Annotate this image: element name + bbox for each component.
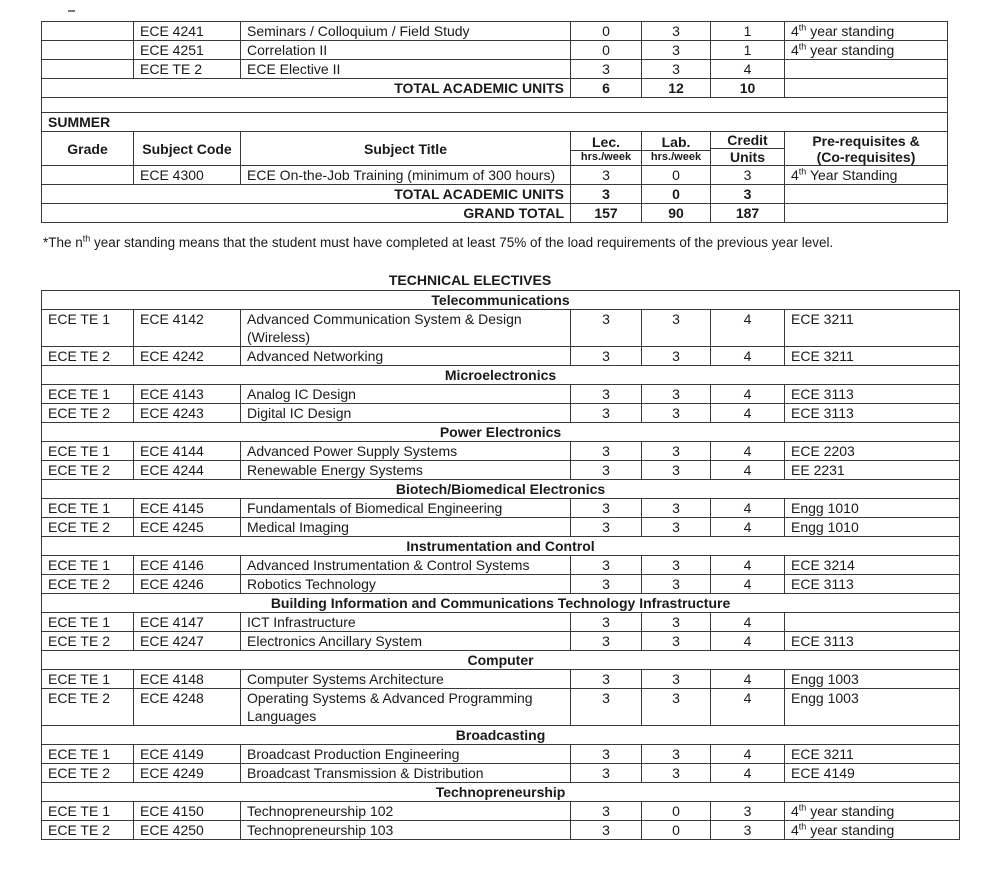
lec-hours: 3 <box>571 821 642 840</box>
credit-units: 3 <box>711 802 785 821</box>
table-row <box>42 347 960 366</box>
lec-hours: 3 <box>571 166 642 185</box>
lab-hours: 3 <box>642 404 711 423</box>
lab-hours: 3 <box>642 518 711 537</box>
table-row <box>42 764 960 783</box>
category-name: Broadcasting <box>42 726 960 745</box>
header-subject-title: Subject Title <box>241 132 571 166</box>
footnote: *The $n^{th}$ year standing means that the student must have completed at least 75% of the load requirements of the previous year level. <box>43 233 834 250</box>
grand-total-lec: 157 <box>571 204 642 223</box>
table-row <box>42 60 948 79</box>
lab-hours: 3 <box>642 556 711 575</box>
subject-code: ECE 4145 <box>134 499 241 518</box>
header-lec: Lec. hrs./week <box>571 132 642 166</box>
category-name: Biotech/Biomedical Electronics <box>42 480 960 499</box>
subject-title: Advanced Power Supply Systems <box>241 442 571 461</box>
category-row <box>42 594 960 613</box>
grand-total-units: 187 <box>711 204 785 223</box>
category-name: Microelectronics <box>42 366 960 385</box>
prerequisite: ECE 3211 <box>785 310 960 347</box>
category-name: Telecommunications <box>42 291 960 310</box>
lab-hours: 3 <box>642 442 711 461</box>
elective-slot: ECE TE 2 <box>42 632 134 651</box>
lab-hours: 3 <box>642 613 711 632</box>
lab-hours: 0 <box>642 166 711 185</box>
subject-code: ECE 4246 <box>134 575 241 594</box>
lab-hours: 0 <box>642 802 711 821</box>
subject-code: ECE 4251 <box>134 41 241 60</box>
elective-slot: ECE TE 2 <box>42 821 134 840</box>
elective-slot: ECE TE 2 <box>42 764 134 783</box>
lec-hours: 3 <box>571 802 642 821</box>
prerequisite: 4th year standing <box>785 22 948 41</box>
credit-units: 4 <box>711 499 785 518</box>
lab-hours: 3 <box>642 745 711 764</box>
table-row <box>42 166 948 185</box>
category-name: Computer <box>42 651 960 670</box>
total-label: TOTAL ACADEMIC UNITS <box>42 185 571 204</box>
subject-code: ECE 4241 <box>134 22 241 41</box>
subject-code: ECE 4247 <box>134 632 241 651</box>
grand-total-lab: 90 <box>642 204 711 223</box>
lab-hours: 3 <box>642 41 711 60</box>
lec-hours: 3 <box>571 499 642 518</box>
lec-hours: 0 <box>571 22 642 41</box>
credit-units: 4 <box>711 310 785 347</box>
credit-units: 1 <box>711 41 785 60</box>
prerequisite: ECE 3214 <box>785 556 960 575</box>
prerequisite: ECE 3113 <box>785 404 960 423</box>
lab-hours: 3 <box>642 670 711 689</box>
subject-title: Electronics Ancillary System <box>241 632 571 651</box>
header-row <box>42 132 948 166</box>
lec-hours: 3 <box>571 60 642 79</box>
lab-hours: 3 <box>642 632 711 651</box>
subject-code: ECE TE 2 <box>134 60 241 79</box>
credit-units: 4 <box>711 745 785 764</box>
elective-slot: ECE TE 1 <box>42 310 134 347</box>
credit-units: 3 <box>711 166 785 185</box>
credit-units: 4 <box>711 518 785 537</box>
subject-code: ECE 4300 <box>134 166 241 185</box>
lab-hours: 3 <box>642 499 711 518</box>
elective-slot: ECE TE 2 <box>42 347 134 366</box>
lec-hours: 3 <box>571 347 642 366</box>
lec-hours: 3 <box>571 632 642 651</box>
lab-hours: 3 <box>642 461 711 480</box>
lec-hours: 3 <box>571 745 642 764</box>
subject-code: ECE 4146 <box>134 556 241 575</box>
lab-hours: 3 <box>642 385 711 404</box>
subject-title: Medical Imaging <box>241 518 571 537</box>
total-lec: 3 <box>571 185 642 204</box>
category-row <box>42 783 960 802</box>
elective-slot: ECE TE 2 <box>42 404 134 423</box>
technical-electives-table <box>41 290 960 840</box>
table-row <box>42 404 960 423</box>
subject-code: ECE 4243 <box>134 404 241 423</box>
prerequisite <box>785 613 960 632</box>
table-row <box>42 461 960 480</box>
subject-title: Digital IC Design <box>241 404 571 423</box>
table-row <box>42 670 960 689</box>
technical-electives-body <box>42 291 960 840</box>
grand-total-row <box>42 204 948 223</box>
elective-slot: ECE TE 2 <box>42 575 134 594</box>
elective-slot: ECE TE 1 <box>42 442 134 461</box>
credit-units: 4 <box>711 670 785 689</box>
elective-slot: ECE TE 1 <box>42 745 134 764</box>
category-row <box>42 423 960 442</box>
total-lec: 6 <box>571 79 642 98</box>
subject-title: Technopreneurship 102 <box>241 802 571 821</box>
total-units: 3 <box>711 185 785 204</box>
table-row <box>42 575 960 594</box>
lec-hours: 3 <box>571 689 642 726</box>
total-label: TOTAL ACADEMIC UNITS <box>42 79 571 98</box>
curriculum-table <box>41 21 948 223</box>
category-row <box>42 726 960 745</box>
total-units: 10 <box>711 79 785 98</box>
subject-title: Correlation II <box>241 41 571 60</box>
lec-hours: 3 <box>571 670 642 689</box>
lab-hours: 3 <box>642 310 711 347</box>
category-row <box>42 480 960 499</box>
summer-heading: SUMMER <box>42 113 948 132</box>
subject-title: Broadcast Production Engineering <box>241 745 571 764</box>
subject-title: Advanced Networking <box>241 347 571 366</box>
lec-hours: 3 <box>571 556 642 575</box>
category-name: Instrumentation and Control <box>42 537 960 556</box>
total-row <box>42 185 948 204</box>
subject-title: Computer Systems Architecture <box>241 670 571 689</box>
lec-hours: 3 <box>571 310 642 347</box>
credit-units: 4 <box>711 461 785 480</box>
lab-hours: 3 <box>642 764 711 783</box>
lab-hours: 3 <box>642 60 711 79</box>
summer-heading-row <box>42 113 948 132</box>
subject-title: Operating Systems & Advanced Programming Languages <box>241 689 571 726</box>
category-name: Technopreneurship <box>42 783 960 802</box>
category-row <box>42 291 960 310</box>
prerequisite: Engg 1010 <box>785 499 960 518</box>
table-row <box>42 41 948 60</box>
elective-slot: ECE TE 1 <box>42 556 134 575</box>
lec-hours: 3 <box>571 461 642 480</box>
header-subject-code: Subject Code <box>134 132 241 166</box>
lec-hours: 0 <box>571 41 642 60</box>
table-row <box>42 689 960 726</box>
header-lab: Lab. hrs./week <box>642 132 711 166</box>
credit-units: 4 <box>711 556 785 575</box>
credit-units: 4 <box>711 632 785 651</box>
category-row <box>42 651 960 670</box>
table-row <box>42 518 960 537</box>
category-row <box>42 366 960 385</box>
subject-code: ECE 4148 <box>134 670 241 689</box>
prerequisite: 4th year standing <box>785 821 960 840</box>
subject-code: ECE 4150 <box>134 802 241 821</box>
table-row <box>42 632 960 651</box>
prerequisite: ECE 2203 <box>785 442 960 461</box>
prerequisite: ECE 3113 <box>785 575 960 594</box>
total-lab: 12 <box>642 79 711 98</box>
subject-title: ICT Infrastructure <box>241 613 571 632</box>
table-row <box>42 310 960 347</box>
credit-units: 4 <box>711 442 785 461</box>
credit-units: 4 <box>711 575 785 594</box>
subject-code: ECE 4249 <box>134 764 241 783</box>
elective-slot: ECE TE 2 <box>42 689 134 726</box>
elective-slot: ECE TE 1 <box>42 802 134 821</box>
prerequisite: ECE 3113 <box>785 632 960 651</box>
category-name: Building Information and Communications Technology Infrastructure <box>42 594 960 613</box>
subject-code: ECE 4144 <box>134 442 241 461</box>
prerequisite: Engg 1003 <box>785 689 960 726</box>
technical-electives-title: TECHNICAL ELECTIVES <box>388 272 552 288</box>
lec-hours: 3 <box>571 385 642 404</box>
subject-code: ECE 4244 <box>134 461 241 480</box>
table-row <box>42 499 960 518</box>
header-prerequisites: Pre-requisites & (Co-requisites) <box>785 132 948 166</box>
prerequisite: ECE 3113 <box>785 385 960 404</box>
subject-code: ECE 4143 <box>134 385 241 404</box>
subject-code: ECE 4242 <box>134 347 241 366</box>
lec-hours: 3 <box>571 404 642 423</box>
elective-slot: ECE TE 2 <box>42 518 134 537</box>
elective-slot: ECE TE 1 <box>42 499 134 518</box>
total-lab: 0 <box>642 185 711 204</box>
table-row <box>42 385 960 404</box>
prerequisite: ECE 3211 <box>785 745 960 764</box>
grand-total-label: GRAND TOTAL <box>42 204 571 223</box>
credit-units: 4 <box>711 60 785 79</box>
table-row <box>42 442 960 461</box>
credit-units: 4 <box>711 404 785 423</box>
subject-title: Advanced Communication System & Design (Wireless) <box>241 310 571 347</box>
subject-title: Advanced Instrumentation & Control Systems <box>241 556 571 575</box>
subject-title: Seminars / Colloquium / Field Study <box>241 22 571 41</box>
elective-slot: ECE TE 2 <box>42 461 134 480</box>
elective-slot: ECE TE 1 <box>42 613 134 632</box>
credit-units: 4 <box>711 764 785 783</box>
subject-code: ECE 4248 <box>134 689 241 726</box>
subject-code: ECE 4245 <box>134 518 241 537</box>
subject-title: Analog IC Design <box>241 385 571 404</box>
credit-units: 1 <box>711 22 785 41</box>
subject-title: Renewable Energy Systems <box>241 461 571 480</box>
prerequisite: Engg 1003 <box>785 670 960 689</box>
table-row <box>42 821 960 840</box>
prerequisite: 4th Year Standing <box>785 166 948 185</box>
lec-hours: 3 <box>571 518 642 537</box>
credit-units: 4 <box>711 347 785 366</box>
subject-code: ECE 4149 <box>134 745 241 764</box>
prerequisite: ECE 4149 <box>785 764 960 783</box>
subject-code: ECE 4147 <box>134 613 241 632</box>
subject-code: ECE 4250 <box>134 821 241 840</box>
subject-title: Broadcast Transmission & Distribution <box>241 764 571 783</box>
total-row <box>42 79 948 98</box>
lab-hours: 0 <box>642 821 711 840</box>
lec-hours: 3 <box>571 764 642 783</box>
prerequisite: EE 2231 <box>785 461 960 480</box>
scan-mark <box>68 10 75 12</box>
lab-hours: 3 <box>642 347 711 366</box>
subject-title: Fundamentals of Biomedical Engineering <box>241 499 571 518</box>
credit-units: 4 <box>711 613 785 632</box>
subject-title: ECE On-the-Job Training (minimum of 300 hours) <box>241 166 571 185</box>
prerequisite: ECE 3211 <box>785 347 960 366</box>
elective-slot: ECE TE 1 <box>42 670 134 689</box>
elective-slot: ECE TE 1 <box>42 385 134 404</box>
table-row <box>42 745 960 764</box>
lec-hours: 3 <box>571 442 642 461</box>
table-row <box>42 613 960 632</box>
header-grade: Grade <box>42 132 134 166</box>
credit-units: 4 <box>711 385 785 404</box>
table-row <box>42 22 948 41</box>
lab-hours: 3 <box>642 575 711 594</box>
lec-hours: 3 <box>571 575 642 594</box>
lab-hours: 3 <box>642 689 711 726</box>
spacer-row <box>42 98 948 113</box>
table-row <box>42 556 960 575</box>
prerequisite: Engg 1010 <box>785 518 960 537</box>
lec-hours: 3 <box>571 613 642 632</box>
subject-title: Robotics Technology <box>241 575 571 594</box>
category-name: Power Electronics <box>42 423 960 442</box>
table-row <box>42 802 960 821</box>
subject-title: Technopreneurship 103 <box>241 821 571 840</box>
prerequisite: 4th year standing <box>785 802 960 821</box>
credit-units: 4 <box>711 689 785 726</box>
prerequisite <box>785 60 948 79</box>
prerequisite: 4th year standing <box>785 41 948 60</box>
category-row <box>42 537 960 556</box>
credit-units: 3 <box>711 821 785 840</box>
header-credit-units: Credit Units <box>711 132 785 166</box>
subject-code: ECE 4142 <box>134 310 241 347</box>
lab-hours: 3 <box>642 22 711 41</box>
subject-title: ECE Elective II <box>241 60 571 79</box>
